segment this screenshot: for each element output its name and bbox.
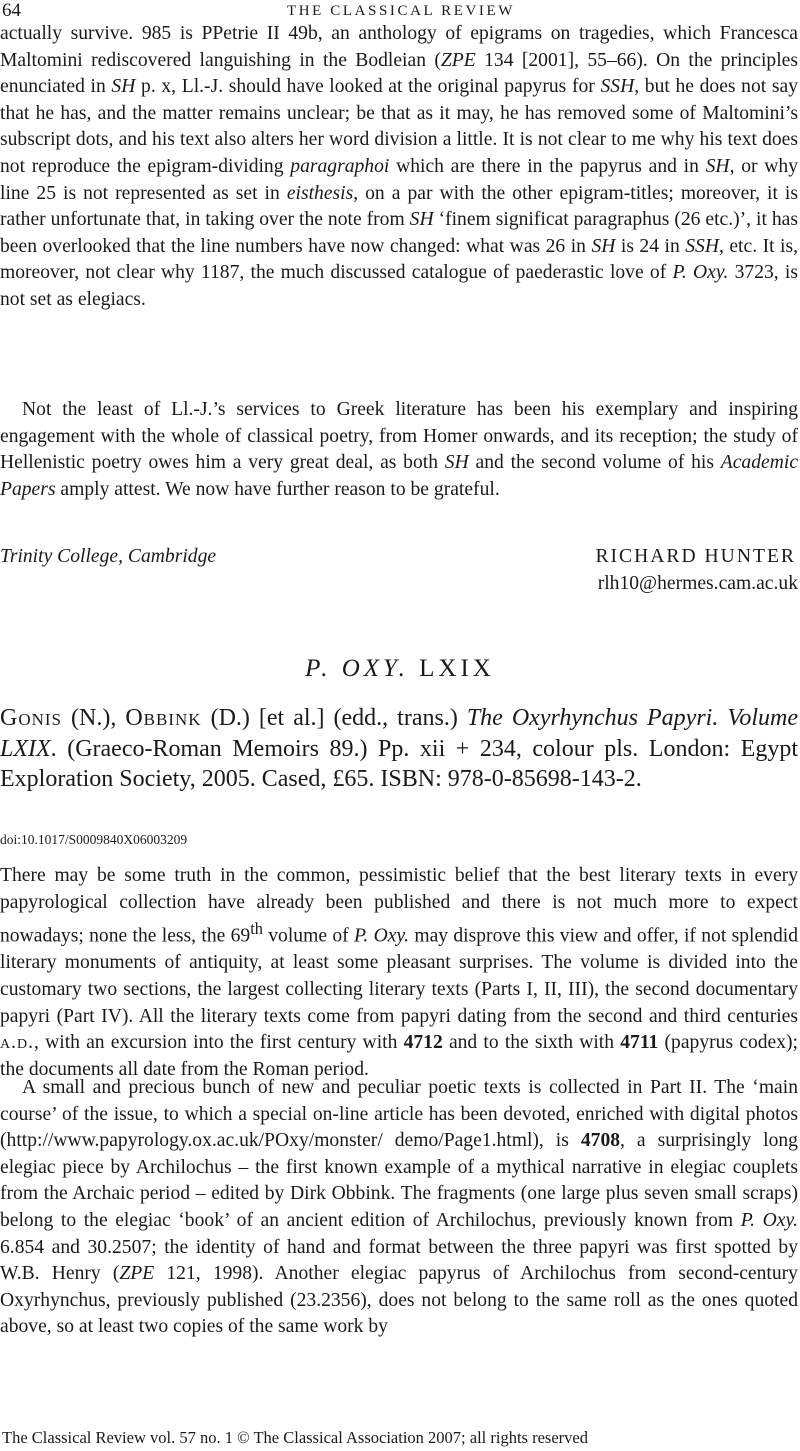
reviewer-affiliation: Trinity College, Cambridge bbox=[0, 546, 217, 567]
reviewer-email: rlh10@hermes.cam.ac.uk bbox=[597, 573, 798, 594]
paragraph-hunter-1: actually survive. 985 is PPetrie II 49b, an anthology of epigrams on tragedies, which Francesca Maltomini rediscovered languishing in the Bodleian (ZPE 134 [2001], 55–66). On the principles enunciated in SH p. x, Ll.-J. should have looked at the original papyrus for SSH, but he does not say that he has, and the matter remains unclear; be that as it may, he has removed some of Maltomini’s subscript dots, and his text also alters her word division a little. It is not clear to me why his text does not reproduce the epigram-dividing paragraphoi which are there in the papyrus and in SH, or why line 25 is not represented as set in eisthesis, on a par with the other epigram-titles; moreover, it is rather unfortunate that, in taking over the note from SH ‘finem significat paragraphus (26 etc.)’, it has been overlooked that the line numbers have now changed: what was 26 in SH is 24 in SSH, etc. It is, moreover, not clear why 1187, the much discussed catalogue of paederastic love of P. Oxy. 3723, is not set as elegiacs. bbox=[0, 23, 799, 310]
running-header bbox=[2, 0, 800, 22]
section-title: P. OXY. LXIX bbox=[305, 655, 495, 682]
doi: doi:10.1017/S0009840X06003209 bbox=[0, 832, 188, 847]
paragraph-oxy-2: A small and precious bunch of new and peculiar poetic texts is collected in Part II. The ‘main course’ of the issue, to which a special on-line article has been devoted, enriched with digital photos (http://www.papyrology.ox.ac.uk/POxy/monster/ demo/Page1.html), is 4708, a surprisingly long elegiac piece by Archilochus – the first known example of a mythical narrative in elegiac couplets from the Archaic period – edited by Dirk Obbink. The fragments (one large plus seven small scraps) belong to the elegiac ‘book’ of an ancient edition of Archilochus, previously known from P. Oxy. 6.854 and 30.2507; the identity of hand and format between the three papyri was first spotted by W.B. Henry (ZPE 121, 1998). Another elegiac papyrus of Archilochus from second-century Oxyrhynchus, previously published (23.2356), does not belong to the same roll as the ones quoted above, so at least two copies of the same work by bbox=[0, 1077, 798, 1338]
page-footer: The Classical Review vol. 57 no. 1 © The Classical Association 2007; all rights reserved bbox=[2, 1428, 588, 1447]
reviewer-name: RICHARD HUNTER bbox=[595, 546, 796, 567]
running-title: THE CLASSICAL REVIEW bbox=[286, 3, 516, 19]
paragraph-hunter-2: Not the least of Ll.-J.’s services to Greek literature has been his exemplary and inspiring engagement with the whole of classical poetry, from Homer onwards, and its reception; the study of Hellenistic poetry owes him a very great deal, as both SH and the second volume of his Academic Papers amply attest. We now have further reason to be grateful. bbox=[0, 399, 799, 500]
page-number: 64 bbox=[2, 0, 21, 21]
bibliographic-entry: Gonis (N.), Obbink (D.) [et al.] (edd., trans.) The Oxyrhynchus Papyri. Volume LXIX. (Graeco-Roman Memoirs 89.) Pp. xii + 234, colour pls. London: Egypt Exploration Society, 2005. Cased, £65. ISBN: 978-0-85698-143-2. bbox=[0, 705, 798, 792]
paragraph-oxy-1: There may be some truth in the common, pessimistic belief that the best literary texts in every papyrological collection have already been published and there is not much more to expect nowadays; none the less, the 69th volume of P. Oxy. may disprove this view and offer, if not splendid literary monuments of antiquity, at least some pleasant surprises. The volume is divided into the customary two sections, the largest collecting literary texts (Parts I, II, III), the second documentary papyri (Part IV). All the literary texts come from papyri dating from the second and third centuries a.d., with an excursion into the first century with 4712 and to the sixth with 4711 (papyrus codex); the documents all date from the Roman period. bbox=[0, 865, 799, 1080]
